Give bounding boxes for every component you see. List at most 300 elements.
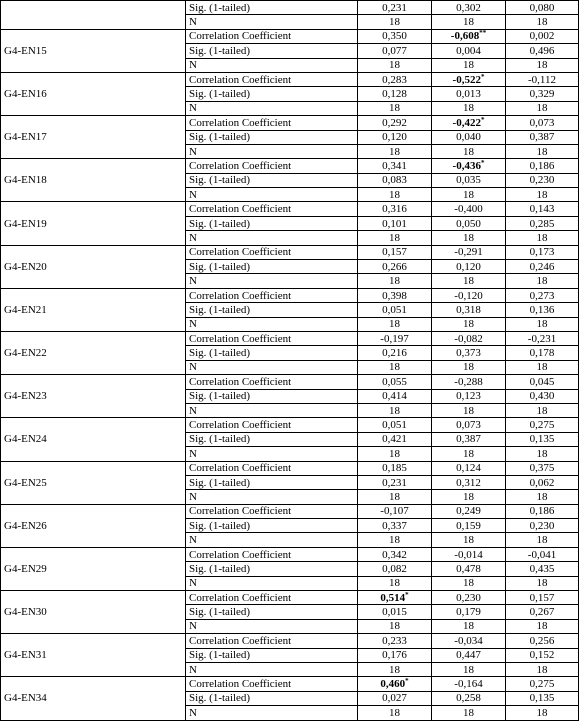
sig-cell bbox=[432, 389, 506, 403]
cell-value: 18 bbox=[463, 231, 474, 244]
coefficient-cell bbox=[432, 634, 506, 648]
cell-value: 0,398 bbox=[382, 289, 407, 302]
stat-label: Sig. (1-tailed) bbox=[186, 173, 358, 187]
cell-value: 0,004 bbox=[456, 44, 481, 57]
variable-name: G4-EN17 bbox=[1, 116, 186, 159]
stat-label: Sig. (1-tailed) bbox=[186, 216, 358, 230]
cell-value: 0,077 bbox=[382, 44, 407, 57]
stat-label: Sig. (1-tailed) bbox=[186, 260, 358, 274]
stat-label: N bbox=[186, 231, 358, 245]
cell-value: 0,051 bbox=[382, 419, 407, 432]
value-cell bbox=[358, 15, 432, 29]
cell-value: 18 bbox=[536, 275, 548, 288]
stat-label: N bbox=[186, 317, 358, 331]
stat-label: Correlation Coefficient bbox=[186, 288, 358, 302]
stat-label: N bbox=[186, 403, 358, 417]
n-cell bbox=[432, 619, 506, 633]
coefficient-cell bbox=[506, 72, 579, 86]
cell-value: 0,073 bbox=[529, 116, 555, 129]
cell-value: 18 bbox=[463, 275, 474, 288]
cell-value: 18 bbox=[536, 620, 548, 633]
cell-value: 0,246 bbox=[529, 260, 555, 273]
stat-label: Correlation Coefficient bbox=[186, 245, 358, 259]
cell-value: 0,186 bbox=[529, 159, 555, 172]
coefficient-cell bbox=[432, 591, 506, 605]
coefficient-cell bbox=[506, 418, 579, 432]
significance-marker: * bbox=[405, 590, 409, 599]
cell-value: 0,267 bbox=[529, 606, 555, 619]
cell-value: 0,157 bbox=[382, 246, 407, 259]
sig-cell bbox=[432, 130, 506, 144]
cell-value: 0,185 bbox=[382, 462, 407, 475]
cell-value: 18 bbox=[536, 447, 548, 460]
cell-value: -0,120 bbox=[454, 289, 483, 302]
n-cell bbox=[506, 619, 579, 633]
cell-value: 0,013 bbox=[456, 88, 481, 101]
stat-label: Correlation Coefficient bbox=[186, 418, 358, 432]
sig-cell bbox=[432, 519, 506, 533]
cell-value: 18 bbox=[463, 16, 474, 29]
sig-cell bbox=[432, 216, 506, 230]
stat-label: N bbox=[186, 188, 358, 202]
n-cell bbox=[358, 360, 432, 374]
table-row bbox=[1, 461, 579, 475]
value-cell bbox=[506, 15, 579, 29]
sig-cell bbox=[432, 87, 506, 101]
cell-value: 18 bbox=[536, 59, 548, 72]
cell-value: 0,216 bbox=[382, 347, 407, 360]
table-row bbox=[1, 1, 579, 15]
sig-cell bbox=[506, 648, 579, 662]
coefficient-cell bbox=[432, 331, 506, 345]
cell-value: 18 bbox=[463, 620, 474, 633]
n-cell bbox=[432, 101, 506, 115]
sig-cell bbox=[358, 605, 432, 619]
n-cell bbox=[432, 188, 506, 202]
table-row bbox=[1, 634, 579, 648]
table-row bbox=[1, 547, 579, 561]
cell-value: 18 bbox=[463, 706, 474, 719]
cell-value: 0,178 bbox=[529, 347, 555, 360]
cell-value: 0,027 bbox=[382, 692, 407, 705]
cell-value: 18 bbox=[463, 577, 474, 590]
cell-value: 0,124 bbox=[456, 462, 481, 475]
cell-value: 18 bbox=[463, 490, 474, 503]
sig-cell bbox=[432, 346, 506, 360]
stat-label: Sig. (1-tailed) bbox=[186, 605, 358, 619]
cell-value: 0,123 bbox=[456, 390, 481, 403]
cell-value: 0,062 bbox=[529, 476, 555, 489]
cell-value: -0,014 bbox=[454, 548, 483, 561]
cell-value: 0,421 bbox=[382, 433, 407, 446]
cell-value: 0,387 bbox=[456, 433, 481, 446]
n-cell bbox=[432, 231, 506, 245]
coefficient-cell bbox=[358, 591, 432, 605]
significance-marker: ** bbox=[479, 29, 487, 38]
cell-value: -0,034 bbox=[454, 634, 483, 647]
table-row bbox=[1, 202, 579, 216]
significance-marker: * bbox=[480, 158, 485, 167]
cell-value: 18 bbox=[536, 318, 548, 331]
cell-value: 0,050 bbox=[456, 217, 481, 230]
n-cell bbox=[358, 101, 432, 115]
n-cell bbox=[358, 188, 432, 202]
stat-label: Correlation Coefficient bbox=[186, 375, 358, 389]
cell-value: 18 bbox=[389, 102, 400, 115]
variable-name: G4-EN23 bbox=[1, 375, 186, 418]
sig-cell bbox=[506, 216, 579, 230]
coefficient-cell bbox=[432, 202, 506, 216]
sig-cell bbox=[432, 173, 506, 187]
cell-value: -0,041 bbox=[527, 548, 557, 561]
cell-value: 18 bbox=[536, 404, 548, 417]
n-cell bbox=[432, 576, 506, 590]
cell-value: 0,045 bbox=[529, 375, 555, 388]
sig-cell bbox=[506, 130, 579, 144]
cell-value: 0,341 bbox=[382, 159, 407, 172]
cell-value: 0,157 bbox=[529, 591, 555, 604]
sig-cell bbox=[358, 562, 432, 576]
n-cell bbox=[432, 274, 506, 288]
n-cell bbox=[358, 490, 432, 504]
stat-label: Correlation Coefficient bbox=[186, 331, 358, 345]
n-cell bbox=[358, 447, 432, 461]
sig-cell bbox=[432, 44, 506, 58]
variable-name: G4-EN31 bbox=[1, 634, 186, 677]
coefficient-cell bbox=[432, 461, 506, 475]
sig-cell bbox=[358, 691, 432, 705]
variable-name: G4-EN18 bbox=[1, 159, 186, 202]
sig-cell bbox=[358, 389, 432, 403]
coefficient-cell bbox=[358, 418, 432, 432]
stat-label: Correlation Coefficient bbox=[186, 504, 358, 518]
table-row bbox=[1, 375, 579, 389]
cell-value: 18 bbox=[389, 59, 400, 72]
table-row bbox=[1, 677, 579, 691]
cell-value: 18 bbox=[389, 275, 400, 288]
coefficient-cell bbox=[358, 634, 432, 648]
cell-value: 18 bbox=[536, 534, 548, 547]
significance-marker: * bbox=[405, 677, 409, 686]
cell-value: 0,373 bbox=[456, 347, 481, 360]
stat-label: Sig. (1-tailed) bbox=[186, 475, 358, 489]
n-cell bbox=[506, 447, 579, 461]
cell-value: -0,082 bbox=[454, 332, 483, 345]
cell-value: 18 bbox=[389, 145, 400, 158]
coefficient-cell bbox=[358, 245, 432, 259]
cell-value: 0,350 bbox=[382, 30, 407, 43]
coefficient-cell bbox=[506, 245, 579, 259]
sig-cell bbox=[432, 562, 506, 576]
cell-value: 18 bbox=[389, 620, 400, 633]
cell-value: 0,496 bbox=[529, 44, 555, 57]
stat-label: N bbox=[186, 144, 358, 158]
n-cell bbox=[358, 317, 432, 331]
significance-marker: * bbox=[480, 72, 485, 81]
coefficient-cell bbox=[358, 461, 432, 475]
cell-value: 18 bbox=[463, 447, 474, 460]
coefficient-cell bbox=[358, 504, 432, 518]
coefficient-cell bbox=[358, 116, 432, 130]
stat-label: Sig. (1-tailed) bbox=[186, 87, 358, 101]
variable-name: G4-EN30 bbox=[1, 591, 186, 634]
stat-label: Correlation Coefficient bbox=[186, 116, 358, 130]
cell-value: 0,266 bbox=[382, 260, 407, 273]
n-cell bbox=[506, 188, 579, 202]
sig-cell bbox=[358, 475, 432, 489]
cell-value: -0,107 bbox=[380, 505, 409, 518]
n-cell bbox=[432, 447, 506, 461]
variable-name: G4-EN20 bbox=[1, 245, 186, 288]
sig-cell bbox=[506, 475, 579, 489]
n-cell bbox=[506, 231, 579, 245]
n-cell bbox=[506, 101, 579, 115]
n-cell bbox=[506, 360, 579, 374]
cell-value: -0,197 bbox=[380, 332, 409, 345]
cell-value: -0,164 bbox=[454, 678, 483, 691]
n-cell bbox=[506, 58, 579, 72]
stat-label: Sig. (1-tailed) bbox=[186, 346, 358, 360]
cell-value: -0,112 bbox=[527, 73, 556, 86]
table-row bbox=[1, 116, 579, 130]
cell-value: 18 bbox=[389, 16, 400, 29]
stat-label: Sig. (1-tailed) bbox=[186, 691, 358, 705]
cell-value: 0,292 bbox=[382, 116, 407, 129]
cell-value: 0,375 bbox=[529, 462, 555, 475]
stat-label: N bbox=[186, 706, 358, 720]
cell-value: 0,179 bbox=[456, 606, 481, 619]
cell-value: 0,128 bbox=[382, 88, 407, 101]
stat-label: Sig. (1-tailed) bbox=[186, 648, 358, 662]
table-row bbox=[1, 72, 579, 86]
n-cell bbox=[506, 403, 579, 417]
n-cell bbox=[506, 274, 579, 288]
stat-label: Correlation Coefficient bbox=[186, 591, 358, 605]
n-cell bbox=[358, 533, 432, 547]
cell-value: 0,337 bbox=[382, 519, 407, 532]
cell-value: 18 bbox=[389, 361, 400, 374]
cell-value: 18 bbox=[389, 706, 400, 719]
cell-value: -0,522 bbox=[452, 73, 481, 86]
stat-label: N bbox=[186, 619, 358, 633]
variable-name: G4-EN26 bbox=[1, 504, 186, 547]
n-cell bbox=[358, 231, 432, 245]
cell-value: 18 bbox=[463, 102, 474, 115]
coefficient-cell bbox=[358, 331, 432, 345]
cell-value: 0,231 bbox=[382, 1, 407, 14]
cell-value: 0,275 bbox=[529, 678, 555, 691]
cell-value: -0,231 bbox=[527, 332, 557, 345]
cell-value: 0,249 bbox=[456, 505, 481, 518]
cell-value: 0,256 bbox=[529, 634, 555, 647]
cell-value: 0,083 bbox=[382, 174, 407, 187]
coefficient-cell bbox=[358, 288, 432, 302]
sig-cell bbox=[506, 691, 579, 705]
stat-label: Correlation Coefficient bbox=[186, 677, 358, 691]
sig-cell bbox=[432, 260, 506, 274]
coefficient-cell bbox=[432, 418, 506, 432]
sig-cell bbox=[506, 562, 579, 576]
sig-cell bbox=[358, 87, 432, 101]
stat-label: N bbox=[186, 576, 358, 590]
stat-label: N bbox=[186, 662, 358, 676]
cell-value: 18 bbox=[463, 534, 474, 547]
sig-cell bbox=[432, 648, 506, 662]
cell-value: 18 bbox=[463, 145, 474, 158]
cell-value: 0,159 bbox=[456, 519, 481, 532]
cell-value: 0,414 bbox=[382, 390, 407, 403]
sig-cell bbox=[506, 605, 579, 619]
cell-value: 18 bbox=[536, 188, 548, 201]
stat-label: Correlation Coefficient bbox=[186, 29, 358, 43]
table-row bbox=[1, 245, 579, 259]
coefficient-cell bbox=[506, 591, 579, 605]
stat-label: Sig. (1-tailed) bbox=[186, 562, 358, 576]
stat-label: N bbox=[186, 58, 358, 72]
cell-value: 0,101 bbox=[382, 217, 407, 230]
sig-cell bbox=[358, 519, 432, 533]
cell-value: 0,514 bbox=[380, 591, 406, 604]
cell-value: 0,143 bbox=[529, 203, 555, 216]
sig-cell bbox=[432, 475, 506, 489]
coefficient-cell bbox=[506, 159, 579, 173]
coefficient-cell bbox=[432, 504, 506, 518]
sig-cell bbox=[358, 130, 432, 144]
coefficient-cell bbox=[432, 29, 506, 43]
sig-cell bbox=[506, 303, 579, 317]
cell-value: 0,135 bbox=[529, 692, 555, 705]
n-cell bbox=[432, 533, 506, 547]
n-cell bbox=[358, 662, 432, 676]
sig-cell bbox=[432, 432, 506, 446]
significance-marker: * bbox=[480, 115, 485, 124]
n-cell bbox=[432, 360, 506, 374]
coefficient-cell bbox=[358, 72, 432, 86]
cell-value: 18 bbox=[389, 318, 400, 331]
variable-name: G4-EN19 bbox=[1, 202, 186, 245]
variable-name: G4-EN34 bbox=[1, 677, 186, 720]
table-row bbox=[1, 331, 579, 345]
cell-value: 0,233 bbox=[382, 634, 407, 647]
cell-value: 0,040 bbox=[456, 131, 481, 144]
coefficient-cell bbox=[358, 547, 432, 561]
cell-value: 18 bbox=[463, 404, 474, 417]
cell-value: 18 bbox=[536, 16, 548, 29]
cell-value: 0,312 bbox=[456, 476, 481, 489]
cell-value: 0,258 bbox=[456, 692, 481, 705]
cell-value: 18 bbox=[463, 663, 474, 676]
cell-value: 0,283 bbox=[382, 73, 407, 86]
coefficient-cell bbox=[432, 677, 506, 691]
cell-value: 0,082 bbox=[382, 562, 407, 575]
cell-value: 0,342 bbox=[382, 548, 407, 561]
sig-cell bbox=[432, 691, 506, 705]
stat-label: N bbox=[186, 15, 358, 29]
n-cell bbox=[432, 662, 506, 676]
cell-value: 0,015 bbox=[382, 606, 407, 619]
stat-label: Correlation Coefficient bbox=[186, 547, 358, 561]
n-cell bbox=[358, 706, 432, 720]
sig-cell bbox=[506, 173, 579, 187]
cell-value: 0,136 bbox=[529, 303, 555, 316]
value-cell bbox=[432, 1, 506, 15]
n-cell bbox=[432, 490, 506, 504]
n-cell bbox=[506, 576, 579, 590]
stat-label: Sig. (1-tailed) bbox=[186, 303, 358, 317]
cell-value: 0,285 bbox=[529, 217, 555, 230]
cell-value: 18 bbox=[536, 706, 548, 719]
cell-value: 0,120 bbox=[382, 131, 407, 144]
cell-value: 0,273 bbox=[529, 289, 555, 302]
coefficient-cell bbox=[506, 634, 579, 648]
stat-label: Sig. (1-tailed) bbox=[186, 44, 358, 58]
sig-cell bbox=[358, 346, 432, 360]
variable-name: G4-EN15 bbox=[1, 29, 186, 72]
cell-value: 18 bbox=[389, 447, 400, 460]
n-cell bbox=[506, 533, 579, 547]
cell-value: -0,436 bbox=[452, 159, 481, 172]
coefficient-cell bbox=[432, 375, 506, 389]
value-cell bbox=[506, 1, 579, 15]
coefficient-cell bbox=[358, 375, 432, 389]
cell-value: -0,291 bbox=[454, 246, 483, 259]
stat-label: N bbox=[186, 533, 358, 547]
cell-value: 0,435 bbox=[529, 562, 555, 575]
cell-value: 0,302 bbox=[456, 1, 481, 14]
cell-value: 0,176 bbox=[382, 649, 407, 662]
sig-cell bbox=[506, 519, 579, 533]
sig-cell bbox=[506, 389, 579, 403]
cell-value: 18 bbox=[463, 318, 474, 331]
cell-value: 0,230 bbox=[529, 519, 555, 532]
cell-value: 0,230 bbox=[529, 174, 555, 187]
variable-name: G4-EN21 bbox=[1, 288, 186, 331]
cell-value: 0,120 bbox=[456, 260, 481, 273]
sig-cell bbox=[358, 260, 432, 274]
cell-value: 0,387 bbox=[529, 131, 555, 144]
coefficient-cell bbox=[358, 159, 432, 173]
cell-value: 18 bbox=[536, 663, 548, 676]
coefficient-cell bbox=[506, 288, 579, 302]
cell-value: 0,460 bbox=[380, 678, 406, 691]
variable-name: G4-EN29 bbox=[1, 547, 186, 590]
coefficient-cell bbox=[506, 29, 579, 43]
coefficient-cell bbox=[506, 202, 579, 216]
sig-cell bbox=[358, 216, 432, 230]
n-cell bbox=[432, 144, 506, 158]
variable-name: G4-EN22 bbox=[1, 331, 186, 374]
coefficient-cell bbox=[358, 202, 432, 216]
stat-label: Correlation Coefficient bbox=[186, 159, 358, 173]
sig-cell bbox=[358, 648, 432, 662]
cell-value: 18 bbox=[536, 102, 548, 115]
cell-value: 18 bbox=[389, 534, 400, 547]
cell-value: 18 bbox=[463, 59, 474, 72]
cell-value: 18 bbox=[389, 231, 400, 244]
cell-value: 0,035 bbox=[456, 174, 481, 187]
stat-label: N bbox=[186, 101, 358, 115]
stat-label: Correlation Coefficient bbox=[186, 634, 358, 648]
coefficient-cell bbox=[432, 72, 506, 86]
n-cell bbox=[506, 317, 579, 331]
cell-value: 18 bbox=[536, 361, 548, 374]
cell-value: 0,152 bbox=[529, 649, 555, 662]
table-row bbox=[1, 159, 579, 173]
sig-cell bbox=[358, 303, 432, 317]
coefficient-cell bbox=[506, 677, 579, 691]
cell-value: 0,275 bbox=[529, 419, 555, 432]
cell-value: 18 bbox=[463, 361, 474, 374]
